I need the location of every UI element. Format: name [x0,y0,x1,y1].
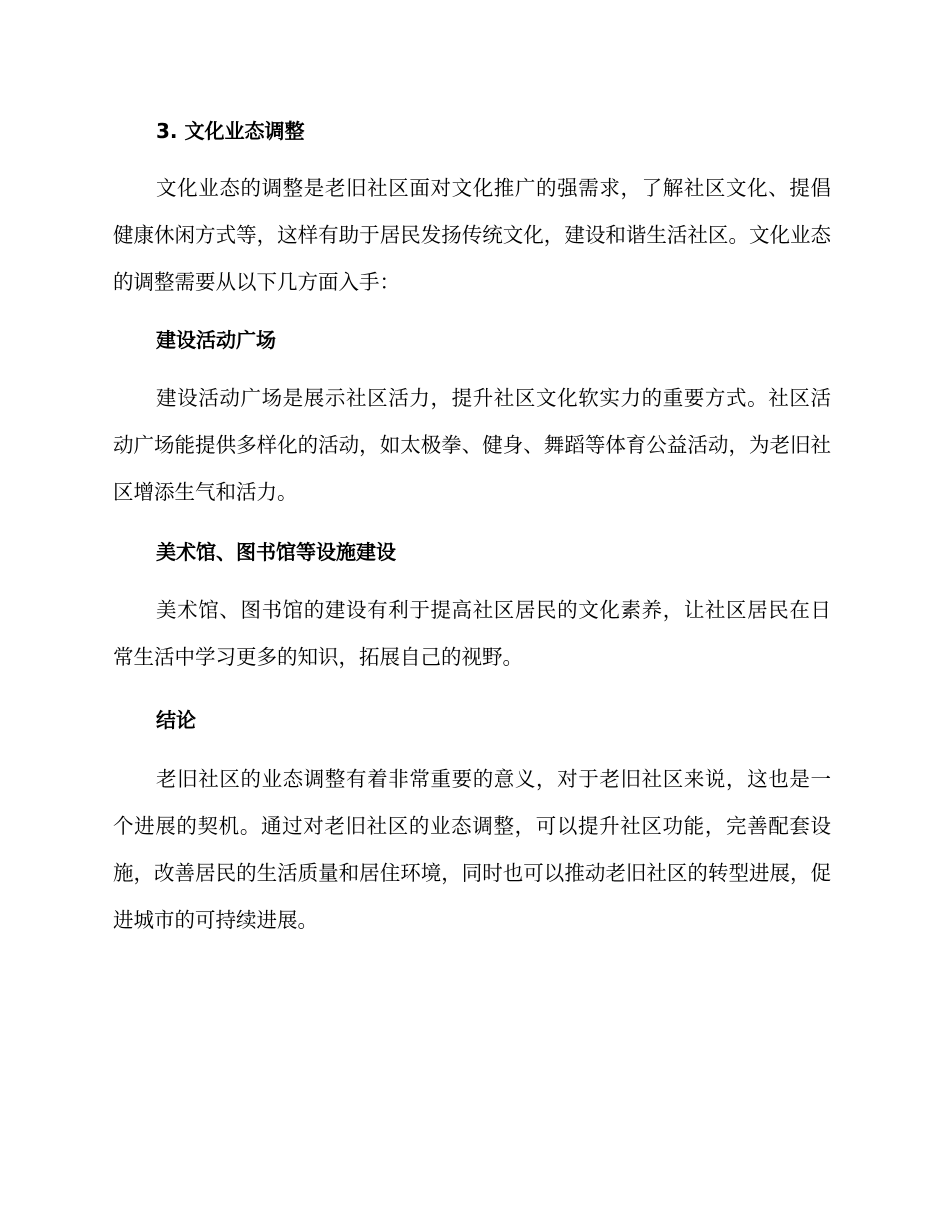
paragraph-museum-library: 美术馆、图书馆的建设有利于提高社区居民的文化素养，让社区居民在日常生活中学习更多的知识，拓展自己的视野。 [113,598,831,669]
section-heading-culture-adjustment: 3. 文化业态调整 [156,119,305,143]
paragraph-activity-plaza: 建设活动广场是展示社区活力，提升社区文化软实力的重要方式。社区活动广场能提供多样化的活动，如太极拳、健身、舞蹈等体育公益活动，为老旧社区增添生气和活力。 [113,386,831,504]
section-heading-activity-plaza: 建设活动广场 [156,328,276,352]
document-body [113,108,831,944]
section-heading-conclusion: 结论 [156,708,196,732]
paragraph-culture-adjustment: 文化业态的调整是老旧社区面对文化推广的强需求，了解社区文化、提倡健康休闲方式等，这样有助于居民发扬传统文化，建设和谐生活社区。文化业态的调整需要从以下几方面入手： [113,176,831,294]
paragraph-conclusion: 老旧社区的业态调整有着非常重要的意义，对于老旧社区来说，这也是一个进展的契机。通过对老旧社区的业态调整，可以提升社区功能，完善配套设施，改善居民的生活质量和居住环境，同时也可以推动老旧社区的转型进展，促进城市的可持续进展。 [113,767,831,932]
section-heading-museum-library: 美术馆、图书馆等设施建设 [156,540,396,564]
